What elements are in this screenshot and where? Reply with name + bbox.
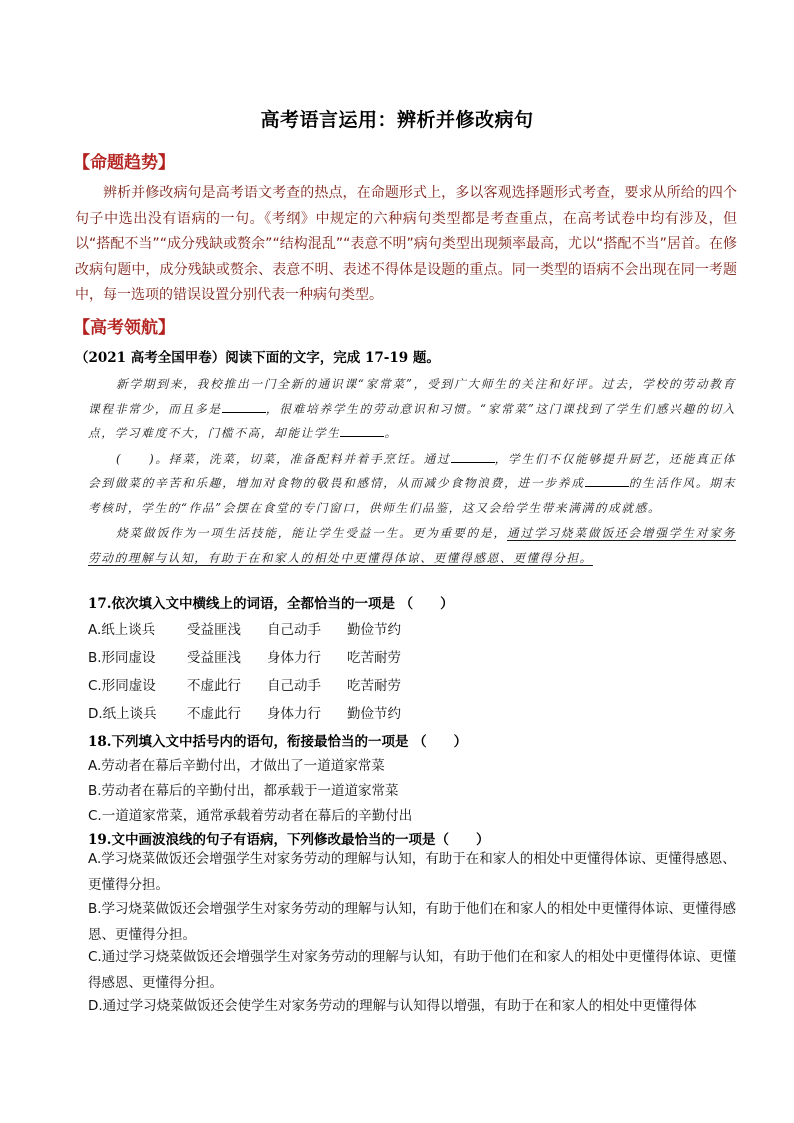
option-word: B.形同虚设 (88, 650, 156, 666)
trend-paragraph (75, 181, 737, 309)
trend-text: 辨析并修改病句是高考语文考查的热点，在命题形式上，多以客观选择题形式考查，要求从所给的四个句子中选出没有语病的一句。《考纲》中规定的六种病句类型都是考查重点，在高考试卷中均有涉及，但以“搭配不当”“成分残缺或赘余”“结构混乱”“表意不明”病句类型出现频率最高，尤以“搭配不当”居首。在修改病句题中，成分残缺或赘余、表意不明、表述不得体是设题的重点。同一类型的语病不会出现在同一考题中，每一选项的错误设置分别代表一种病句类型。 (75, 185, 737, 303)
page-title: 高考语言运用：辨析并修改病句 (260, 109, 534, 131)
passage-text: 新学期到来，我校推出一门全新的通识课“家常菜”，受到广大师生的关注和好评。过去，学校的劳动教育课程非常少，而且多是 (88, 377, 736, 416)
passage-paragraph-2 (88, 447, 736, 521)
section-heading-navigation: 【高考领航】 (73, 318, 175, 338)
blank-3 (451, 450, 495, 463)
option-word: 受益匪浅 (187, 650, 241, 666)
option-word: 吃苦耐劳 (347, 650, 401, 666)
question-18-option-c: C.一道道家常菜，通常承载着劳动者在幕后的辛勤付出 (88, 808, 413, 824)
passage-text: ，学生们不仅能够提升厨艺，还能真正体会到做菜的辛苦和乐趣，增加对食物的敬畏和感情，从而减少食物浪费，进一步养成 (88, 451, 736, 490)
question-17-option-a (88, 618, 427, 638)
option-word: 自己动手 (267, 678, 321, 694)
passage-paragraph-3 (88, 521, 736, 570)
option-word: 不虚此行 (187, 678, 241, 694)
question-19-option-b: B.学习烧菜做饭还会增强学生对家务劳动的理解与认知，有助于他们在和家人的相处中更懂得体谅、更懂得感恩、更懂得分担。 (88, 901, 737, 943)
wavy-underlined-sentence: 通过学习烧菜做饭还会增强学生对家务劳动的理解与认知，有助于在和家人的相处中更懂得体谅、更懂得感恩、更懂得分担。 (88, 526, 737, 565)
question-18-stem: 18.下列填入文中括号内的语句，衔接最恰当的一项是 （ ） (88, 734, 468, 750)
passage-text: 的生活作风。期末考核时，学生的“作品”会摆在食堂的专门窗口，供师生们品鉴，这又会给学生带来满满的成就感。 (88, 476, 736, 515)
question-17-option-d (88, 702, 427, 722)
option-word: 身体力行 (267, 706, 321, 722)
passage-text: ，很难培养学生的劳动意识和习惯。“家常菜”这门课找到了学生们感兴趣的切入点，学习难度不大，门槛不高，却能让学生 (88, 401, 736, 440)
question-source: （2021 高考全国甲卷）阅读下面的文字，完成 17-19 题。 (75, 350, 440, 366)
blank-1 (222, 400, 266, 413)
option-word: C.形同虚设 (88, 678, 156, 694)
option-word: D.纸上谈兵 (88, 706, 157, 722)
question-19-option-d: D.通过学习烧菜做饭还会使学生对家务劳动的理解与认知得以增强，有助于在和家人的相处中更懂得体 (88, 998, 697, 1014)
question-18-option-a: A.劳动者在幕后辛勤付出，才做出了一道道家常菜 (88, 758, 385, 774)
reading-passage (88, 372, 736, 571)
option-word: 身体力行 (267, 650, 321, 666)
question-17-option-b (88, 646, 427, 666)
question-17-option-c (88, 674, 427, 694)
section-heading-trend: 【命题趋势】 (73, 153, 175, 173)
question-18-option-b: B.劳动者在幕后的辛勤付出，都承载于一道道家常菜 (88, 783, 399, 799)
passage-paragraph-1 (88, 372, 736, 446)
blank-4 (585, 474, 629, 487)
option-word: 不虚此行 (187, 706, 241, 722)
option-word: 自己动手 (267, 622, 321, 638)
option-word: A.纸上谈兵 (88, 622, 156, 638)
passage-text: 。 (384, 426, 398, 440)
passage-text: ( )。择菜，洗菜，切菜，准备配料并着手烹饪。通过 (116, 451, 451, 466)
option-word: 受益匪浅 (187, 622, 241, 638)
question-19-stem: 19.文中画波浪线的句子有语病，下列修改最恰当的一项是（ ） (88, 832, 490, 848)
option-word: 勤俭节约 (347, 622, 401, 638)
blank-2 (340, 424, 384, 437)
passage-text: 烧菜做饭作为一项生活技能，能让学生受益一生。更为重要的是， (116, 526, 507, 540)
option-word: 吃苦耐劳 (347, 678, 401, 694)
question-19-option-c: C.通过学习烧菜做饭还会增强学生对家务劳动的理解与认知，有助于他们在和家人的相处中更懂得体谅、更懂得感恩、更懂得分担。 (88, 949, 737, 991)
question-17-stem: 17.依次填入文中横线上的词语，全都恰当的一项是 （ ） (88, 596, 454, 612)
question-19-option-a: A.学习烧菜做饭还会增强学生对家务劳动的理解与认知，有助于在和家人的相处中更懂得体谅、更懂得感恩、更懂得分担。 (88, 851, 736, 893)
option-word: 勤俭节约 (347, 706, 401, 722)
